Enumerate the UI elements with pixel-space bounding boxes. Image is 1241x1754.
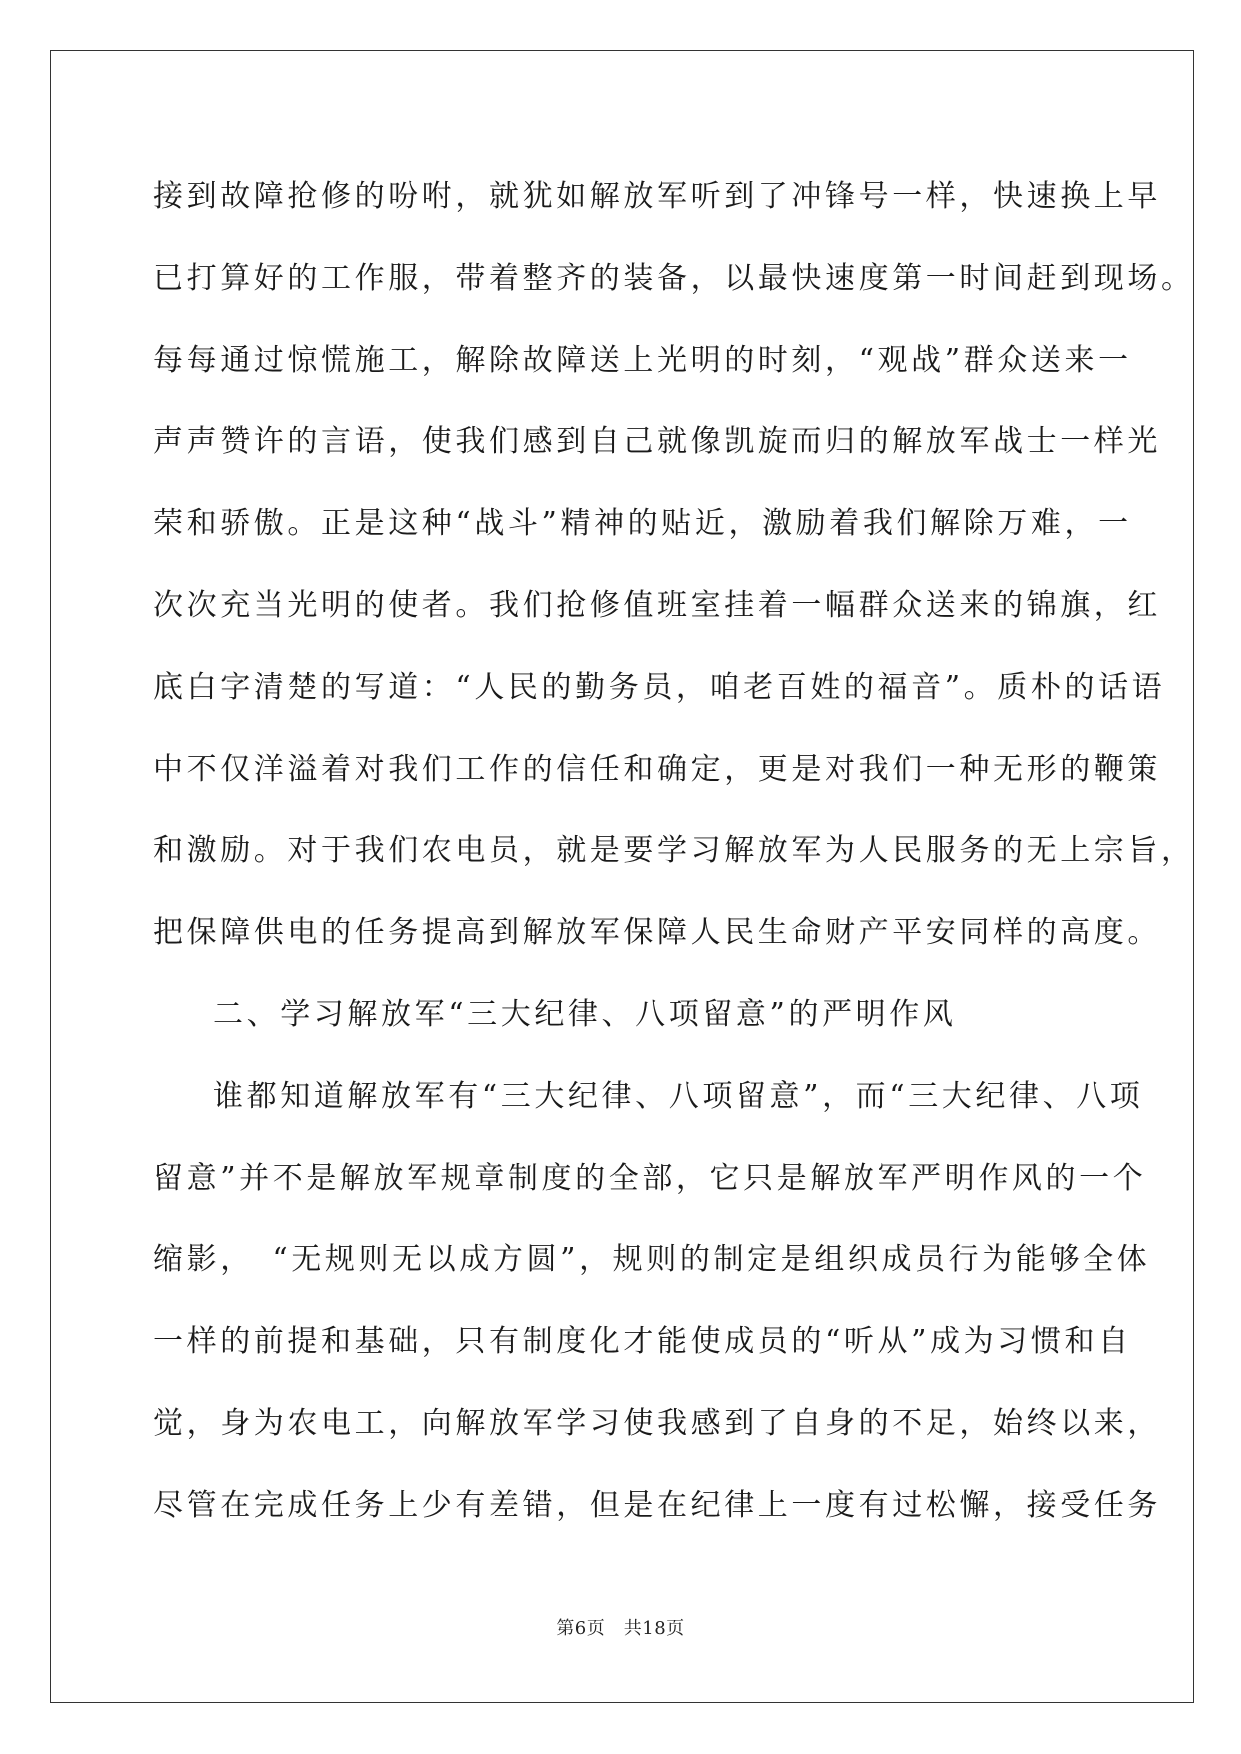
text-line: 中不仅洋溢着对我们工作的信任和确定，更是对我们一种无形的鞭策 (153, 751, 1161, 787)
text-line: 和激励。对于我们农电员，就是要学习解放军为人民服务的无上宗旨， (153, 833, 1195, 869)
text-line: 声声赞许的言语，使我们感到自己就像凯旋而归的解放军战士一样光 (153, 424, 1161, 460)
text-line: 尽管在完成任务上少有差错，但是在纪律上一度有过松懈，接受任务 (153, 1487, 1161, 1523)
text-line: 谁都知道解放军有“三大纪律、八项留意”，而“三大纪律、八项 (213, 1078, 1144, 1114)
document-body (153, 156, 1195, 1547)
text-line: 底白字清楚的写道：“人民的勤务员，咱老百姓的福音”。质朴的话语 (153, 669, 1166, 705)
text-line: 一样的前提和基础，只有制度化才能使成员的“听从”成为习惯和自 (153, 1324, 1132, 1360)
text-line: 缩影， “无规则无以成方圆”，规则的制定是组织成员行为能够全体 (153, 1242, 1151, 1278)
text-line: 荣和骄傲。正是这种“战斗”精神的贴近，激励着我们解除万难，一 (153, 506, 1132, 542)
text-line: 已打算好的工作服，带着整齐的装备，以最快速度第一时间赶到现场。 (153, 260, 1195, 296)
text-line: 每每通过惊慌施工，解除故障送上光明的时刻，“观战”群众送来一 (153, 342, 1132, 378)
text-line: 留意”并不是解放军规章制度的全部，它只是解放军严明作风的一个 (153, 1160, 1147, 1196)
text-line: 次次充当光明的使者。我们抢修值班室挂着一幅群众送来的锦旗，红 (153, 587, 1161, 623)
text-line: 接到故障抢修的吩咐，就犹如解放军听到了冲锋号一样，快速换上早 (153, 179, 1161, 214)
text-line: 把保障供电的任务提高到解放军保障人民生命财产平安同样的高度。 (153, 915, 1161, 951)
section-heading: 二、学习解放军“三大纪律、八项留意”的严明作风 (213, 996, 957, 1032)
page-number: 第6页 共18页 (556, 1618, 685, 1639)
text-line: 觉，身为农电工，向解放军学习使我感到了自身的不足，始终以来， (153, 1405, 1161, 1441)
